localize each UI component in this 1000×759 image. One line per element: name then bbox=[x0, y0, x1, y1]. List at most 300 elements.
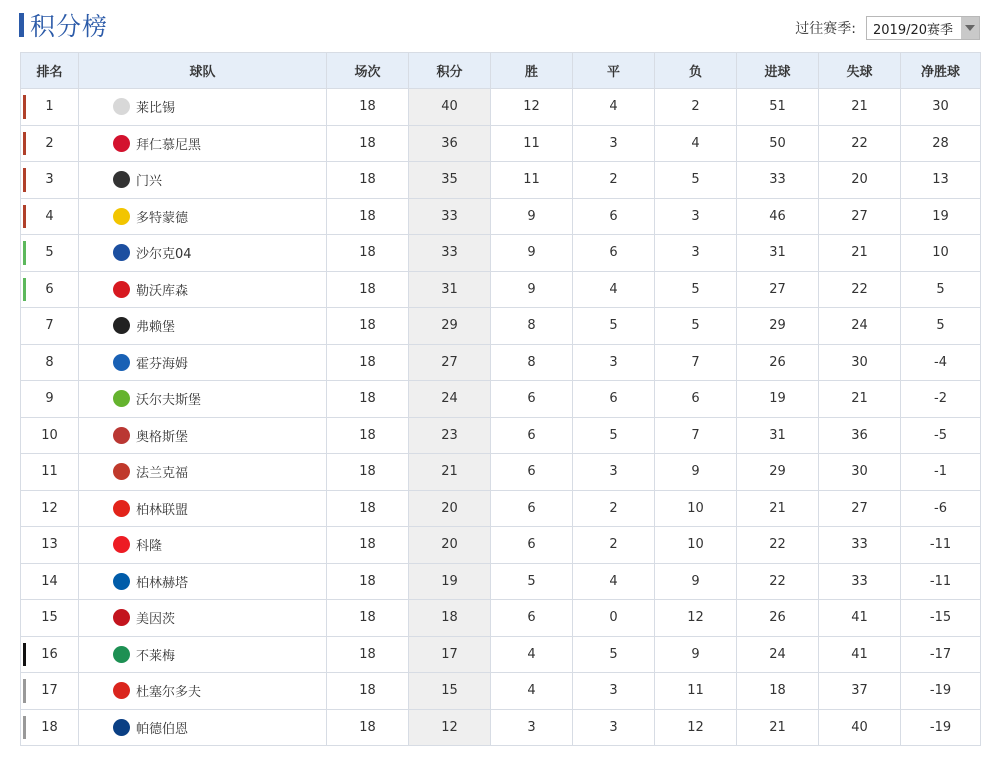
col-header-points: 积分 bbox=[409, 53, 491, 89]
mainz-crest-icon bbox=[113, 609, 130, 626]
points-cell: 17 bbox=[409, 636, 491, 673]
rank-cell bbox=[21, 563, 79, 600]
table-row[interactable] bbox=[21, 271, 981, 308]
goals-for-cell: 29 bbox=[737, 454, 819, 491]
won-cell: 8 bbox=[491, 344, 573, 381]
points-cell: 33 bbox=[409, 235, 491, 272]
rank-value: 17 bbox=[41, 683, 58, 699]
rank-value: 2 bbox=[45, 135, 54, 151]
won-cell: 11 bbox=[491, 162, 573, 199]
col-header-lost: 负 bbox=[655, 53, 737, 89]
team-link[interactable] bbox=[79, 535, 326, 554]
page-header bbox=[19, 8, 108, 42]
points-cell: 36 bbox=[409, 125, 491, 162]
played-cell: 18 bbox=[327, 709, 409, 746]
rank-cell bbox=[21, 381, 79, 418]
goals-for-cell: 50 bbox=[737, 125, 819, 162]
drawn-cell: 3 bbox=[573, 454, 655, 491]
goal-difference-cell: 5 bbox=[901, 271, 981, 308]
goals-for-cell: 46 bbox=[737, 198, 819, 235]
lost-cell: 9 bbox=[655, 563, 737, 600]
drawn-cell: 4 bbox=[573, 89, 655, 126]
season-select-value: 2019/20赛季 bbox=[873, 22, 954, 38]
played-cell: 18 bbox=[327, 527, 409, 564]
team-link[interactable] bbox=[79, 389, 326, 408]
table-row[interactable] bbox=[21, 235, 981, 272]
rank-value: 13 bbox=[41, 537, 58, 553]
team-link[interactable] bbox=[79, 608, 326, 627]
won-cell: 6 bbox=[491, 600, 573, 637]
bayern-crest-icon bbox=[113, 135, 130, 152]
played-cell: 18 bbox=[327, 308, 409, 345]
goal-difference-cell: -17 bbox=[901, 636, 981, 673]
wolfsburg-crest-icon bbox=[113, 390, 130, 407]
rank-value: 10 bbox=[41, 427, 58, 443]
drawn-cell: 0 bbox=[573, 600, 655, 637]
team-cell bbox=[79, 308, 327, 345]
goals-for-cell: 29 bbox=[737, 308, 819, 345]
qualification-zone-marker bbox=[23, 241, 26, 265]
goals-for-cell: 21 bbox=[737, 490, 819, 527]
goals-for-cell: 21 bbox=[737, 709, 819, 746]
drawn-cell: 3 bbox=[573, 673, 655, 710]
season-label: 过往赛季: bbox=[795, 21, 856, 37]
goals-for-cell: 26 bbox=[737, 600, 819, 637]
team-link[interactable] bbox=[79, 316, 326, 335]
team-name: 拜仁慕尼黑 bbox=[136, 137, 202, 153]
won-cell: 8 bbox=[491, 308, 573, 345]
points-cell: 29 bbox=[409, 308, 491, 345]
won-cell: 12 bbox=[491, 89, 573, 126]
played-cell: 18 bbox=[327, 89, 409, 126]
won-cell: 6 bbox=[491, 490, 573, 527]
played-cell: 18 bbox=[327, 490, 409, 527]
lost-cell: 10 bbox=[655, 527, 737, 564]
qualification-zone-marker bbox=[23, 205, 26, 229]
team-name: 沙尔克04 bbox=[136, 247, 192, 263]
dropdown-arrow-icon[interactable] bbox=[961, 17, 979, 39]
lost-cell: 10 bbox=[655, 490, 737, 527]
lost-cell: 12 bbox=[655, 709, 737, 746]
table-row[interactable] bbox=[21, 381, 981, 418]
rank-cell bbox=[21, 235, 79, 272]
points-cell: 23 bbox=[409, 417, 491, 454]
drawn-cell: 3 bbox=[573, 709, 655, 746]
drawn-cell: 4 bbox=[573, 271, 655, 308]
rank-cell bbox=[21, 417, 79, 454]
goals-against-cell: 33 bbox=[819, 527, 901, 564]
rank-cell bbox=[21, 490, 79, 527]
won-cell: 6 bbox=[491, 417, 573, 454]
lost-cell: 5 bbox=[655, 271, 737, 308]
won-cell: 9 bbox=[491, 235, 573, 272]
team-name: 杜塞尔多夫 bbox=[136, 685, 202, 701]
paderborn-crest-icon bbox=[113, 719, 130, 736]
team-name: 莱比锡 bbox=[136, 101, 176, 117]
lost-cell: 3 bbox=[655, 235, 737, 272]
goals-for-cell: 24 bbox=[737, 636, 819, 673]
goals-against-cell: 37 bbox=[819, 673, 901, 710]
table-row[interactable] bbox=[21, 527, 981, 564]
rank-value: 8 bbox=[45, 354, 54, 370]
goals-against-cell: 40 bbox=[819, 709, 901, 746]
rank-cell bbox=[21, 709, 79, 746]
goal-difference-cell: -5 bbox=[901, 417, 981, 454]
won-cell: 3 bbox=[491, 709, 573, 746]
goal-difference-cell: 30 bbox=[901, 89, 981, 126]
goal-difference-cell: -19 bbox=[901, 709, 981, 746]
team-cell bbox=[79, 89, 327, 126]
koln-crest-icon bbox=[113, 536, 130, 553]
team-link[interactable] bbox=[79, 426, 326, 445]
table-row[interactable] bbox=[21, 636, 981, 673]
freiburg-crest-icon bbox=[113, 317, 130, 334]
rank-cell bbox=[21, 125, 79, 162]
team-cell bbox=[79, 344, 327, 381]
drawn-cell: 2 bbox=[573, 527, 655, 564]
goals-against-cell: 41 bbox=[819, 600, 901, 637]
team-name: 霍芬海姆 bbox=[136, 356, 189, 372]
drawn-cell: 3 bbox=[573, 125, 655, 162]
lost-cell: 6 bbox=[655, 381, 737, 418]
team-link[interactable] bbox=[79, 718, 326, 737]
team-name: 帕德伯恩 bbox=[136, 721, 189, 737]
points-cell: 27 bbox=[409, 344, 491, 381]
goal-difference-cell: -15 bbox=[901, 600, 981, 637]
goals-against-cell: 20 bbox=[819, 162, 901, 199]
table-row[interactable] bbox=[21, 600, 981, 637]
goal-difference-cell: -19 bbox=[901, 673, 981, 710]
title-accent-bar bbox=[19, 13, 24, 37]
rank-cell bbox=[21, 673, 79, 710]
season-picker bbox=[795, 16, 980, 40]
page-title: 积分榜 bbox=[30, 12, 109, 41]
team-link[interactable] bbox=[79, 645, 326, 664]
drawn-cell: 3 bbox=[573, 344, 655, 381]
goal-difference-cell: 10 bbox=[901, 235, 981, 272]
lost-cell: 2 bbox=[655, 89, 737, 126]
team-name: 沃尔夫斯堡 bbox=[136, 393, 202, 409]
dusseldorf-crest-icon bbox=[113, 682, 130, 699]
played-cell: 18 bbox=[327, 417, 409, 454]
team-link[interactable] bbox=[79, 170, 326, 189]
drawn-cell: 5 bbox=[573, 308, 655, 345]
goals-for-cell: 22 bbox=[737, 563, 819, 600]
rank-cell bbox=[21, 89, 79, 126]
goals-against-cell: 33 bbox=[819, 563, 901, 600]
goals-against-cell: 22 bbox=[819, 125, 901, 162]
qualification-zone-marker bbox=[23, 95, 26, 119]
col-header-drawn: 平 bbox=[573, 53, 655, 89]
drawn-cell: 5 bbox=[573, 636, 655, 673]
lost-cell: 9 bbox=[655, 636, 737, 673]
team-link[interactable] bbox=[79, 97, 326, 116]
qualification-zone-marker bbox=[23, 168, 26, 192]
col-header-played: 场次 bbox=[327, 53, 409, 89]
goals-against-cell: 21 bbox=[819, 381, 901, 418]
goals-for-cell: 18 bbox=[737, 673, 819, 710]
rank-value: 6 bbox=[45, 281, 54, 297]
won-cell: 9 bbox=[491, 271, 573, 308]
lost-cell: 5 bbox=[655, 162, 737, 199]
won-cell: 11 bbox=[491, 125, 573, 162]
werder-crest-icon bbox=[113, 646, 130, 663]
goal-difference-cell: -2 bbox=[901, 381, 981, 418]
lost-cell: 5 bbox=[655, 308, 737, 345]
qualification-zone-marker bbox=[23, 679, 26, 703]
team-link[interactable] bbox=[79, 462, 326, 481]
team-cell bbox=[79, 527, 327, 564]
played-cell: 18 bbox=[327, 454, 409, 491]
goals-for-cell: 22 bbox=[737, 527, 819, 564]
goals-against-cell: 41 bbox=[819, 636, 901, 673]
team-name: 门兴 bbox=[136, 174, 163, 190]
team-link[interactable] bbox=[79, 207, 326, 226]
rank-cell bbox=[21, 162, 79, 199]
rank-value: 1 bbox=[45, 99, 54, 115]
team-cell bbox=[79, 563, 327, 600]
lost-cell: 7 bbox=[655, 417, 737, 454]
rb-leipzig-crest-icon bbox=[113, 98, 130, 115]
played-cell: 18 bbox=[327, 125, 409, 162]
col-header-goals-for: 进球 bbox=[737, 53, 819, 89]
standings-table bbox=[20, 52, 981, 746]
table-row[interactable] bbox=[21, 563, 981, 600]
team-cell bbox=[79, 490, 327, 527]
goals-for-cell: 19 bbox=[737, 381, 819, 418]
team-name: 科隆 bbox=[136, 539, 163, 555]
standings-body bbox=[21, 89, 981, 746]
col-header-won: 胜 bbox=[491, 53, 573, 89]
table-header-row bbox=[21, 53, 981, 89]
lost-cell: 9 bbox=[655, 454, 737, 491]
rank-cell bbox=[21, 271, 79, 308]
goals-for-cell: 31 bbox=[737, 235, 819, 272]
goals-against-cell: 27 bbox=[819, 490, 901, 527]
rank-cell bbox=[21, 308, 79, 345]
points-cell: 20 bbox=[409, 490, 491, 527]
team-cell bbox=[79, 417, 327, 454]
rank-value: 7 bbox=[45, 318, 54, 334]
team-cell bbox=[79, 673, 327, 710]
team-link[interactable] bbox=[79, 243, 326, 262]
table-row[interactable] bbox=[21, 709, 981, 746]
team-name: 奥格斯堡 bbox=[136, 429, 189, 445]
points-cell: 40 bbox=[409, 89, 491, 126]
rank-cell bbox=[21, 527, 79, 564]
table-row[interactable] bbox=[21, 308, 981, 345]
lost-cell: 3 bbox=[655, 198, 737, 235]
augsburg-crest-icon bbox=[113, 427, 130, 444]
played-cell: 18 bbox=[327, 198, 409, 235]
goals-for-cell: 26 bbox=[737, 344, 819, 381]
team-cell bbox=[79, 454, 327, 491]
rank-cell bbox=[21, 198, 79, 235]
goal-difference-cell: -11 bbox=[901, 527, 981, 564]
table-row[interactable] bbox=[21, 344, 981, 381]
played-cell: 18 bbox=[327, 271, 409, 308]
frankfurt-crest-icon bbox=[113, 463, 130, 480]
team-link[interactable] bbox=[79, 353, 326, 372]
dortmund-crest-icon bbox=[113, 208, 130, 225]
team-link[interactable] bbox=[79, 499, 326, 518]
played-cell: 18 bbox=[327, 563, 409, 600]
leverkusen-crest-icon bbox=[113, 281, 130, 298]
goal-difference-cell: -6 bbox=[901, 490, 981, 527]
team-link[interactable] bbox=[79, 572, 326, 591]
points-cell: 18 bbox=[409, 600, 491, 637]
table-row[interactable] bbox=[21, 490, 981, 527]
team-cell bbox=[79, 235, 327, 272]
rank-value: 18 bbox=[41, 719, 58, 735]
lost-cell: 11 bbox=[655, 673, 737, 710]
drawn-cell: 6 bbox=[573, 198, 655, 235]
played-cell: 18 bbox=[327, 235, 409, 272]
team-name: 美因茨 bbox=[136, 612, 176, 628]
won-cell: 4 bbox=[491, 673, 573, 710]
won-cell: 6 bbox=[491, 381, 573, 418]
team-cell bbox=[79, 271, 327, 308]
won-cell: 6 bbox=[491, 527, 573, 564]
hoffenheim-crest-icon bbox=[113, 354, 130, 371]
goals-against-cell: 21 bbox=[819, 89, 901, 126]
team-link[interactable] bbox=[79, 134, 326, 153]
drawn-cell: 2 bbox=[573, 490, 655, 527]
qualification-zone-marker bbox=[23, 132, 26, 156]
played-cell: 18 bbox=[327, 673, 409, 710]
rank-cell bbox=[21, 636, 79, 673]
points-cell: 12 bbox=[409, 709, 491, 746]
team-name: 勒沃库森 bbox=[136, 283, 189, 299]
goal-difference-cell: 5 bbox=[901, 308, 981, 345]
played-cell: 18 bbox=[327, 636, 409, 673]
rank-value: 4 bbox=[45, 208, 54, 224]
team-cell bbox=[79, 381, 327, 418]
table-row[interactable] bbox=[21, 198, 981, 235]
goal-difference-cell: -4 bbox=[901, 344, 981, 381]
col-header-goal-difference: 净胜球 bbox=[901, 53, 981, 89]
won-cell: 5 bbox=[491, 563, 573, 600]
team-name: 弗赖堡 bbox=[136, 320, 176, 336]
gladbach-crest-icon bbox=[113, 171, 130, 188]
goal-difference-cell: 28 bbox=[901, 125, 981, 162]
team-name: 不莱梅 bbox=[136, 648, 176, 664]
goal-difference-cell: 13 bbox=[901, 162, 981, 199]
drawn-cell: 5 bbox=[573, 417, 655, 454]
rank-value: 9 bbox=[45, 391, 54, 407]
played-cell: 18 bbox=[327, 600, 409, 637]
table-row[interactable] bbox=[21, 162, 981, 199]
table-row[interactable] bbox=[21, 417, 981, 454]
lost-cell: 12 bbox=[655, 600, 737, 637]
played-cell: 18 bbox=[327, 162, 409, 199]
played-cell: 18 bbox=[327, 344, 409, 381]
rank-value: 15 bbox=[41, 610, 58, 626]
team-cell bbox=[79, 125, 327, 162]
team-name: 柏林联盟 bbox=[136, 502, 189, 518]
goals-against-cell: 30 bbox=[819, 344, 901, 381]
lost-cell: 4 bbox=[655, 125, 737, 162]
table-row[interactable] bbox=[21, 89, 981, 126]
points-cell: 20 bbox=[409, 527, 491, 564]
team-name: 柏林赫塔 bbox=[136, 575, 189, 591]
team-cell bbox=[79, 636, 327, 673]
goals-for-cell: 51 bbox=[737, 89, 819, 126]
won-cell: 4 bbox=[491, 636, 573, 673]
rank-value: 12 bbox=[41, 500, 58, 516]
team-link[interactable] bbox=[79, 280, 326, 299]
rank-value: 11 bbox=[41, 464, 58, 480]
team-link[interactable] bbox=[79, 681, 326, 700]
rank-value: 3 bbox=[45, 172, 54, 188]
won-cell: 9 bbox=[491, 198, 573, 235]
qualification-zone-marker bbox=[23, 643, 26, 667]
goals-against-cell: 36 bbox=[819, 417, 901, 454]
col-header-goals-against: 失球 bbox=[819, 53, 901, 89]
goals-against-cell: 27 bbox=[819, 198, 901, 235]
team-cell bbox=[79, 709, 327, 746]
schalke-crest-icon bbox=[113, 244, 130, 261]
goals-against-cell: 21 bbox=[819, 235, 901, 272]
table-row[interactable] bbox=[21, 454, 981, 491]
goal-difference-cell: -11 bbox=[901, 563, 981, 600]
qualification-zone-marker bbox=[23, 278, 26, 302]
won-cell: 6 bbox=[491, 454, 573, 491]
goals-for-cell: 33 bbox=[737, 162, 819, 199]
team-cell bbox=[79, 198, 327, 235]
points-cell: 35 bbox=[409, 162, 491, 199]
rank-value: 5 bbox=[45, 245, 54, 261]
table-row[interactable] bbox=[21, 125, 981, 162]
rank-value: 14 bbox=[41, 573, 58, 589]
team-cell bbox=[79, 600, 327, 637]
goals-against-cell: 30 bbox=[819, 454, 901, 491]
lost-cell: 7 bbox=[655, 344, 737, 381]
goals-for-cell: 31 bbox=[737, 417, 819, 454]
points-cell: 19 bbox=[409, 563, 491, 600]
goals-against-cell: 22 bbox=[819, 271, 901, 308]
drawn-cell: 2 bbox=[573, 162, 655, 199]
points-cell: 15 bbox=[409, 673, 491, 710]
team-cell bbox=[79, 162, 327, 199]
rank-cell bbox=[21, 454, 79, 491]
points-cell: 33 bbox=[409, 198, 491, 235]
hertha-crest-icon bbox=[113, 573, 130, 590]
col-header-team: 球队 bbox=[79, 53, 327, 89]
drawn-cell: 6 bbox=[573, 235, 655, 272]
goal-difference-cell: 19 bbox=[901, 198, 981, 235]
team-name: 法兰克福 bbox=[136, 466, 189, 482]
drawn-cell: 6 bbox=[573, 381, 655, 418]
drawn-cell: 4 bbox=[573, 563, 655, 600]
team-name: 多特蒙德 bbox=[136, 210, 189, 226]
season-select[interactable] bbox=[866, 16, 980, 40]
goals-for-cell: 27 bbox=[737, 271, 819, 308]
rank-cell bbox=[21, 600, 79, 637]
goals-against-cell: 24 bbox=[819, 308, 901, 345]
rank-cell bbox=[21, 344, 79, 381]
points-cell: 31 bbox=[409, 271, 491, 308]
table-row[interactable] bbox=[21, 673, 981, 710]
points-cell: 21 bbox=[409, 454, 491, 491]
qualification-zone-marker bbox=[23, 716, 26, 740]
col-header-rank: 排名 bbox=[21, 53, 79, 89]
goal-difference-cell: -1 bbox=[901, 454, 981, 491]
points-cell: 24 bbox=[409, 381, 491, 418]
played-cell: 18 bbox=[327, 381, 409, 418]
rank-value: 16 bbox=[41, 646, 58, 662]
union-berlin-crest-icon bbox=[113, 500, 130, 517]
